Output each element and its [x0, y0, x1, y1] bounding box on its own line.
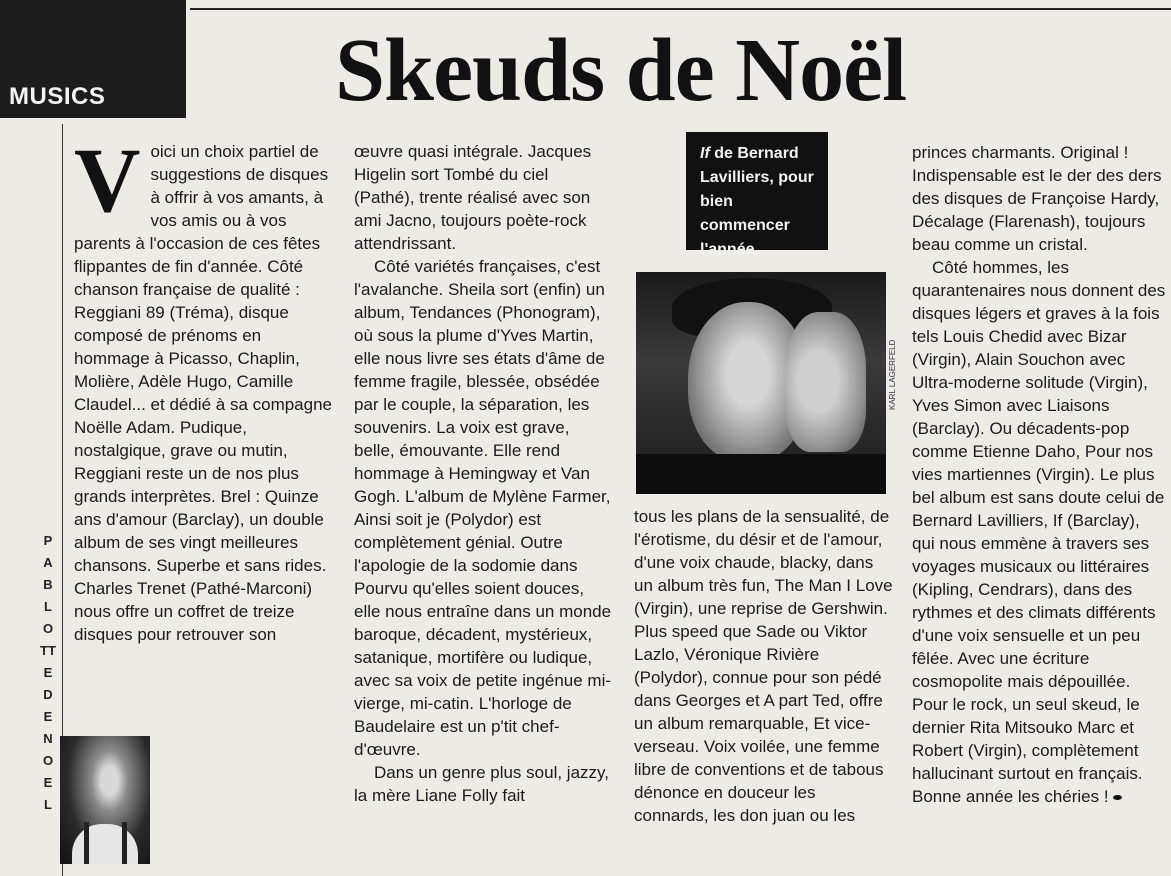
photo-credit: KARL LAGERFELD	[888, 339, 897, 410]
photo-hand	[786, 312, 866, 452]
pull-quote-text: de Bernard Lavilliers, pour bien commencer l'année.	[700, 145, 814, 258]
artist-photo	[636, 272, 886, 494]
paragraph	[912, 256, 1167, 808]
article-column-4	[912, 141, 1167, 808]
paragraph: Dans un genre plus soul, jazzy, la mère Liane Folly fait	[354, 763, 609, 805]
top-rule	[190, 8, 1171, 10]
pull-quote-title: If	[700, 145, 710, 162]
paragraph: tous les plans de la sensualité, de l'érotisme, du désir et de l'amour, d'une voix chaude, blacky, dans un album très fun, The Man I Love (Virgin), une reprise de Gershwin. Plus speed que Sade ou Viktor Lazlo, Véronique Rivière (Polydor), connue pour son pédé dans Georges et A part Ted, offre un album remarquable, Et vice-verseau. Voix voilée, une femme libre de conventions et de tabous dénonce en douceur les connards, les don juan ou les	[634, 507, 893, 825]
paragraph-text: Côté hommes, les quarantenaires nous donnent des disques légers et graves à la fois tels Louis Chedid avec Bizar (Virgin), Alain Souchon avec Ultra-moderne solitude (Virgin), Yves Simon avec Liaisons (Barclay). Ou décadents-pop comme Etienne Daho, Pour nos vies martiennes (Virgin). Le plus bel album est sans doute celui de Bernard Lavilliers, If (Barclay), qui nous emmène à travers ses voyages musicaux ou littéraires (Kipling, Cendrars), dans des rythmes et des climats différents d'une voix sensuelle et un peu fêlée. Avec une écriture cosmopolite mais dépouillée. Pour le rock, un seul skeud, le dernier Rita Mitsouko Marc et Robert (Virgin), complètement hallucinant surtout en français. Bonne année les chéries !	[912, 258, 1166, 806]
page-title: Skeuds de Noël	[335, 21, 907, 120]
article-column-3	[634, 505, 894, 827]
end-mark-icon	[1113, 795, 1122, 800]
paragraph: œuvre quasi intégrale. Jacques Higelin sort Tombé du ciel (Pathé), trente réalisé avec son ami Jacno, toujours poète-rock attendrissant.	[354, 142, 592, 253]
section-label: MUSICS	[9, 83, 106, 110]
article-column-1	[74, 129, 339, 646]
drop-cap: V	[74, 129, 141, 231]
paragraph: princes charmants. Original ! Indispensable est le der des ders des disques de Françoise Hardy, Décalage (Flarenash), toujours beau comme un cristal.	[912, 143, 1162, 254]
suspender-left	[84, 822, 89, 864]
pull-quote	[686, 132, 828, 258]
author-photo	[60, 736, 150, 864]
paragraph: oici un choix partiel de suggestions de disques à offrir à vos amants, à vos amis ou à vos parents à l'occasion de ces fêtes flippantes de fin d'année. Côté chanson française de qualité : Reggiani 89 (Tréma), disque composé de prénoms en hommage à Picasso, Chaplin, Molière, Adèle Hugo, Camille Claudel... et dédié à sa compagne Noëlle Adam. Pudique, nostalgique, grave ou mutin, Reggiani reste un de nos plus grands interprètes. Brel : Quinze ans d'amour (Barclay), un double album de ses vingt meilleures chansons. Superbe et sans rides. Charles Trenet (Pathé-Marconi) nous offre un coffret de treize disques pour retrouver son	[74, 142, 333, 644]
section-banner	[0, 0, 186, 118]
article-column-2	[354, 140, 612, 807]
byline: PABLOTTE DE NOEL	[40, 533, 56, 812]
paragraph: Côté variétés françaises, c'est l'avalanche. Sheila sort (enfin) un album, Tendances (Phonogram), où sous la plume d'Yves Martin, elle nous livre ses états d'âme de femme fragile, blessée, obsédée par le couple, la séparation, les souvenirs. La voix est grave, belle, émouvante. Elle rend hommage à Hemingway et Van Gogh. L'album de Mylène Farmer, Ainsi soit je (Polydor) est complètement génial. Outre l'apologie de la sodomie dans Pourvu qu'elles soient douces, elle nous entraîne dans un monde baroque, décadent, mystérieux, satanique, mortifère ou ludique, avec sa voix de petite ingénue mi-vierge, mi-catin. L'horloge de Baudelaire est un p'tit chef-d'œuvre.	[354, 257, 612, 759]
photo-shoulder	[636, 454, 886, 494]
suspender-right	[122, 822, 127, 864]
author-shirt	[72, 824, 138, 864]
